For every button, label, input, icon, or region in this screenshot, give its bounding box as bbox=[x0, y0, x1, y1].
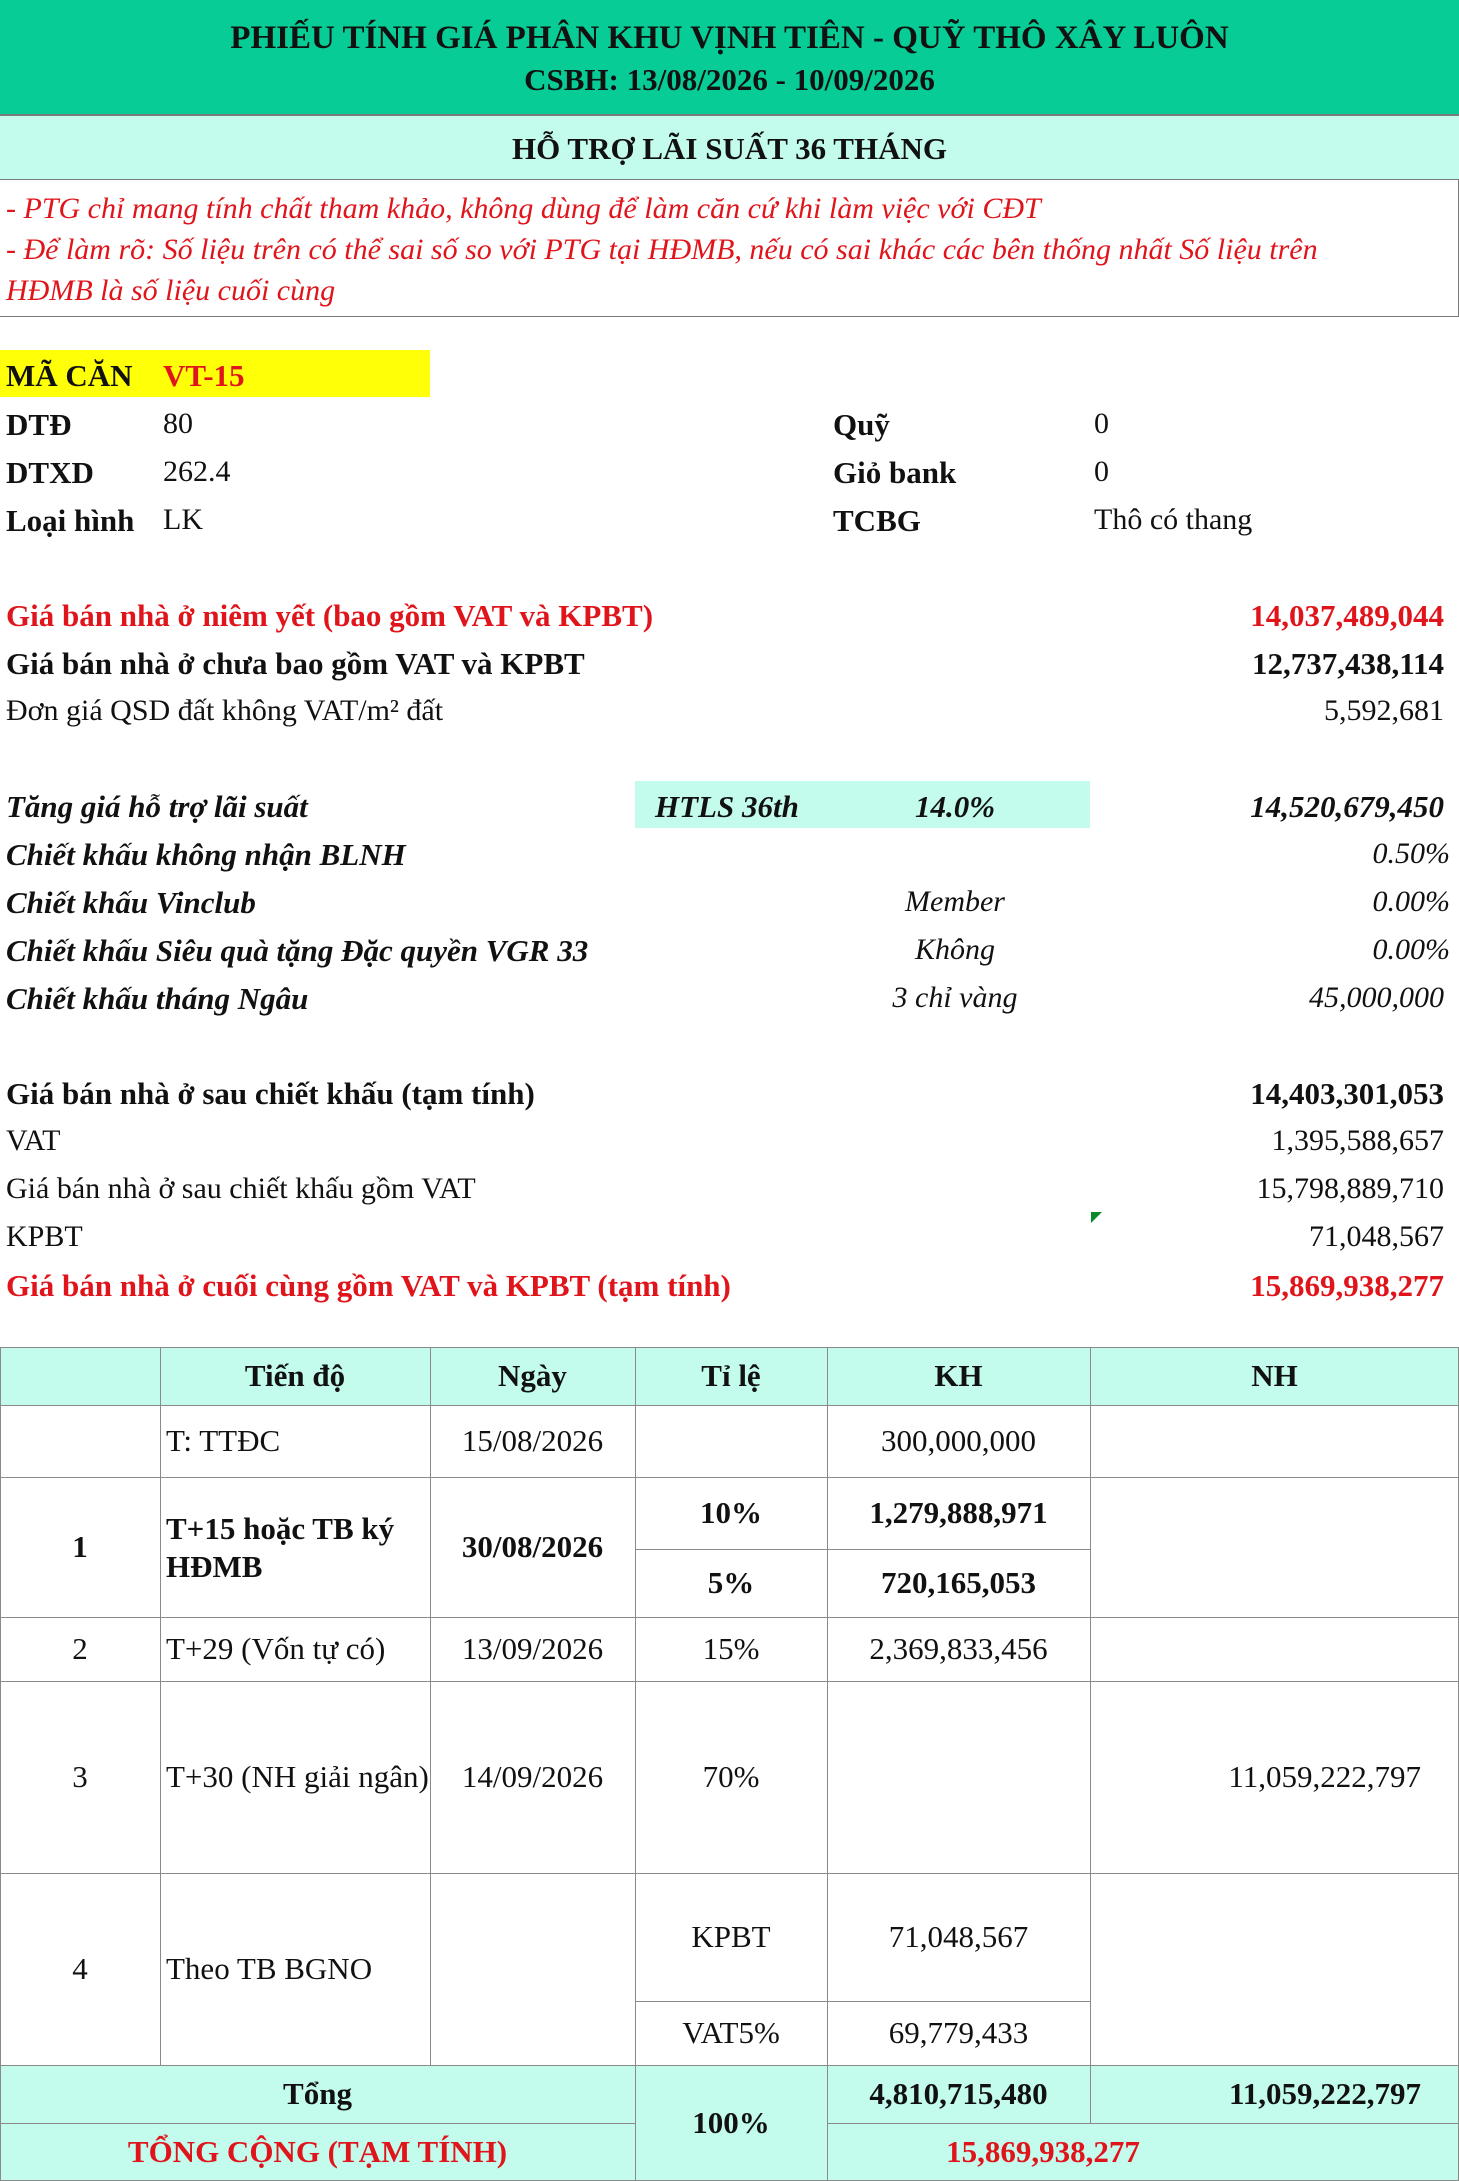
row2-rate: 15% bbox=[702, 1631, 760, 1666]
row4-kh-a: 71,048,567 bbox=[888, 1919, 1029, 1954]
interest-value: 14,520,679,450 bbox=[1250, 789, 1444, 824]
total-rate: 100% bbox=[692, 2105, 770, 2140]
ngau-discount-value: 45,000,000 bbox=[1309, 981, 1444, 1014]
note-line-2: - Để làm rõ: Số liệu trên có thể sai số so với PTG tại HĐMB, nếu có sai khác các bên thống nhất Số liệu trên bbox=[6, 233, 1318, 266]
interest-rate: 14.0% bbox=[914, 789, 996, 824]
grid-line bbox=[635, 1347, 636, 2181]
title-band bbox=[0, 0, 1459, 116]
grid-line bbox=[1090, 1347, 1091, 2123]
row0-stage: T: TTĐC bbox=[166, 1423, 281, 1458]
fund-value: 0 bbox=[1094, 407, 1109, 440]
vat-value: 1,395,588,657 bbox=[1271, 1124, 1444, 1157]
header-kh: KH bbox=[934, 1358, 983, 1393]
header-rate: Tỉ lệ bbox=[701, 1358, 761, 1393]
total-kh: 4,810,715,480 bbox=[869, 2076, 1048, 2111]
row2-stage: T+29 (Vốn tự có) bbox=[166, 1631, 386, 1666]
after-vat-value: 15,798,889,710 bbox=[1256, 1172, 1444, 1205]
type-label: Loại hình bbox=[6, 503, 135, 538]
vgr-discount-label: Chiết khấu Siêu quà tặng Đặc quyền VGR 33 bbox=[6, 933, 589, 968]
fund-label: Quỹ bbox=[833, 407, 890, 442]
grid-line bbox=[0, 1405, 1459, 1406]
header-stage: Tiến độ bbox=[244, 1358, 346, 1393]
row2-date: 13/09/2026 bbox=[461, 1631, 604, 1666]
grid-line bbox=[0, 1347, 1, 2181]
excl-price-value: 12,737,438,114 bbox=[1251, 646, 1444, 681]
dtxd-label: DTXD bbox=[6, 455, 94, 490]
grand-total-label: TỔNG CỘNG (TẠM TÍNH) bbox=[127, 2134, 508, 2169]
after-discount-value: 14,403,301,053 bbox=[1250, 1076, 1444, 1111]
grid-line bbox=[0, 1347, 1459, 1348]
row1-stage-line-2: HĐMB bbox=[166, 1549, 263, 1584]
grid-line bbox=[0, 1681, 1459, 1682]
vgr-discount-value: 0.00% bbox=[1372, 933, 1450, 966]
bank-label: Giỏ bank bbox=[833, 455, 957, 490]
grid-line bbox=[160, 1347, 161, 2065]
vat-label: VAT bbox=[6, 1124, 61, 1157]
row3-rate: 70% bbox=[702, 1759, 760, 1794]
after-vat-label: Giá bán nhà ở sau chiết khấu gồm VAT bbox=[6, 1172, 476, 1205]
vinclub-discount-value: 0.00% bbox=[1372, 885, 1450, 918]
grid-line bbox=[827, 2123, 1459, 2124]
dtd-label: DTĐ bbox=[6, 407, 72, 442]
row4-rate-b: VAT5% bbox=[682, 2015, 780, 2050]
grid-line bbox=[635, 2001, 1090, 2002]
interest-label: Tăng giá hỗ trợ lãi suất bbox=[6, 789, 308, 824]
row2-no: 2 bbox=[72, 1631, 88, 1666]
row0-date: 15/08/2026 bbox=[461, 1423, 604, 1458]
tcbg-value: Thô có thang bbox=[1094, 503, 1253, 536]
row3-stage: T+30 (NH giải ngân) bbox=[166, 1759, 429, 1794]
row1-stage bbox=[160, 1477, 430, 1617]
final-price-value: 15,869,938,277 bbox=[1250, 1268, 1444, 1303]
total-label: Tổng bbox=[283, 2076, 352, 2111]
row0-kh: 300,000,000 bbox=[881, 1423, 1036, 1458]
type-value: LK bbox=[163, 503, 203, 536]
bank-value: 0 bbox=[1094, 455, 1109, 488]
row1-no: 1 bbox=[72, 1529, 88, 1564]
blnh-discount-label: Chiết khấu không nhận BLNH bbox=[6, 837, 406, 872]
subtitle-band bbox=[0, 116, 1459, 180]
row2-kh: 2,369,833,456 bbox=[869, 1631, 1048, 1666]
grid-line bbox=[827, 1347, 828, 2181]
row3-date: 14/09/2026 bbox=[461, 1759, 604, 1794]
dtxd-value: 262.4 bbox=[163, 455, 231, 488]
listed-price-label: Giá bán nhà ở niêm yết (bao gồm VAT và KPBT) bbox=[6, 598, 654, 633]
row1-date: 30/08/2026 bbox=[461, 1529, 604, 1564]
unit-code-value: VT-15 bbox=[163, 358, 245, 393]
sales-period: CSBH: 13/08/2026 - 10/09/2026 bbox=[524, 62, 935, 97]
vgr-option: Không bbox=[914, 933, 995, 966]
kpbt-label: KPBT bbox=[6, 1220, 83, 1253]
page-title: PHIẾU TÍNH GIÁ PHÂN KHU VỊNH TIÊN - QUỸ THÔ XÂY LUÔN bbox=[230, 20, 1229, 56]
kpbt-value: 71,048,567 bbox=[1309, 1220, 1444, 1253]
row4-rate-a: KPBT bbox=[691, 1919, 771, 1954]
row1-rate-b: 5% bbox=[707, 1565, 755, 1600]
row3-nh: 11,059,222,797 bbox=[1228, 1759, 1421, 1794]
grid-line bbox=[0, 1873, 1459, 1874]
notes-box bbox=[0, 180, 1459, 317]
row1-stage-line-1: T+15 hoặc TB ký bbox=[166, 1511, 395, 1546]
land-price-value: 5,592,681 bbox=[1324, 694, 1444, 727]
row1-kh-b: 720,165,053 bbox=[881, 1565, 1036, 1600]
excl-price-label: Giá bán nhà ở chưa bao gồm VAT và KPBT bbox=[6, 646, 585, 681]
vinclub-discount-label: Chiết khấu Vinclub bbox=[6, 885, 256, 920]
row3-no: 3 bbox=[72, 1759, 88, 1794]
tcbg-label: TCBG bbox=[833, 503, 921, 538]
after-discount-label: Giá bán nhà ở sau chiết khấu (tạm tính) bbox=[6, 1076, 535, 1111]
header-nh: NH bbox=[1251, 1358, 1298, 1393]
row4-kh-b: 69,779,433 bbox=[888, 2015, 1029, 2050]
unit-code-label: MÃ CĂN bbox=[6, 358, 133, 393]
blnh-discount-value: 0.50% bbox=[1372, 837, 1450, 870]
interest-tag: HTLS 36th bbox=[655, 789, 799, 824]
dtd-value: 80 bbox=[163, 407, 193, 440]
grid-line bbox=[0, 2065, 1459, 2066]
grand-total-value: 15,869,938,277 bbox=[946, 2134, 1140, 2169]
ngau-gift: 3 chỉ vàng bbox=[892, 981, 1018, 1014]
row4-stage: Theo TB BGNO bbox=[166, 1951, 373, 1986]
note-line-3: HĐMB là số liệu cuối cùng bbox=[6, 274, 336, 307]
cell-comment-marker bbox=[1091, 1212, 1102, 1223]
header-date: Ngày bbox=[498, 1358, 567, 1393]
page-subtitle: HỖ TRỢ LÃI SUẤT 36 THÁNG bbox=[512, 131, 947, 166]
ngau-discount-label: Chiết khấu tháng Ngâu bbox=[6, 981, 309, 1016]
row4-no: 4 bbox=[72, 1951, 88, 1986]
listed-price-value: 14,037,489,044 bbox=[1250, 598, 1444, 633]
land-price-label: Đơn giá QSD đất không VAT/m² đất bbox=[6, 694, 444, 727]
grid-line bbox=[0, 1477, 1459, 1478]
total-nh: 11,059,222,797 bbox=[1228, 2076, 1421, 2111]
row1-kh-a: 1,279,888,971 bbox=[869, 1495, 1048, 1530]
grid-line bbox=[0, 1617, 1459, 1618]
note-line-1: - PTG chỉ mang tính chất tham khảo, không dùng để làm căn cứ khi làm việc với CĐT bbox=[6, 192, 1041, 225]
grid-line bbox=[635, 1549, 1090, 1550]
grid-line bbox=[430, 1347, 431, 2065]
schedule-table bbox=[0, 1347, 1459, 2181]
final-price-label: Giá bán nhà ở cuối cùng gồm VAT và KPBT (tạm tính) bbox=[6, 1268, 731, 1303]
row1-rate-a: 10% bbox=[700, 1495, 762, 1530]
grid-line bbox=[0, 2123, 635, 2124]
vinclub-tier: Member bbox=[905, 885, 1005, 918]
